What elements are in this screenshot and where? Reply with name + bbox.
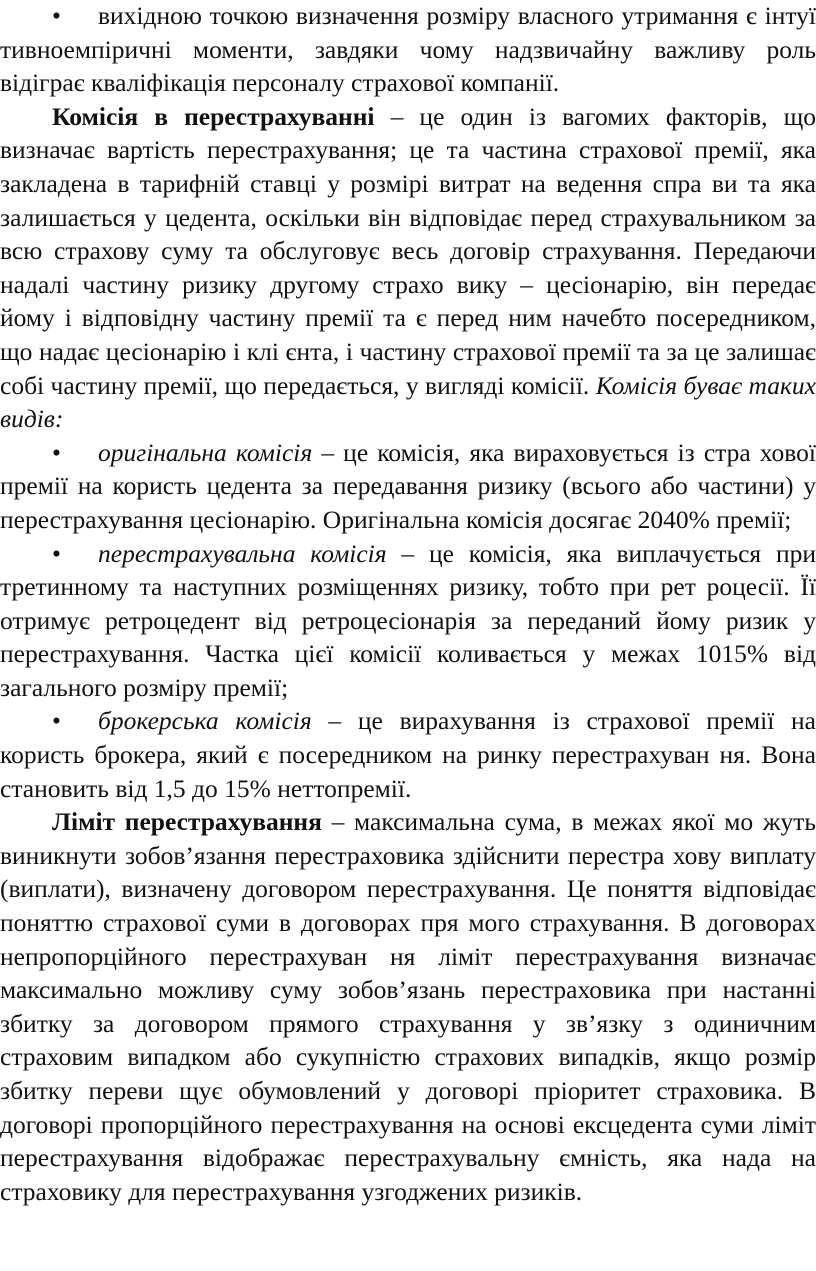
types-intro: Комісія буває таких видів: <box>0 370 816 434</box>
bullet-icon: • <box>52 538 61 568</box>
paragraph-commission <box>0 100 816 436</box>
list-item-text: вихідною точкою визначення розміру власного утримання є інтуї тивноемпіричні моменти, завдяки чому надзвичайну важливу роль відіграє кваліфікація персоналу страхової компанії. <box>0 1 816 98</box>
list-item-text: – це комісія, яка виплачується при третинному та наступних розміщеннях ризику, тобто при рет роцесії. Її отримує ретроцедент від ретроцесіонарія за переданий йому ризик у перестрахування. Частка цієї комісії коливається у межах 1015% від загального розміру премії; <box>0 538 816 702</box>
list-item <box>0 704 816 805</box>
list-item <box>0 0 816 100</box>
list-item-term: перестрахувальна комісія <box>98 538 387 568</box>
paragraph-text: – це один із вагомих факторів, що визначає вартість перестрахування; це та частина страхової премії, яка закладена в тарифній ставці у розмірі витрат на ведення спра ви та яка залишається у цедента, оскільки він відповідає перед страхувальником за всю страхову суму та обслуговує весь договір страхування. Передаючи надалі частину ризику другому страхо вику – цесіонарію, він передає йому і відповідну частину премії та є перед ним начебто посередником, що надає цесіонарію і клі єнта, і частину страхової премії та за це залишає собі частину премії, що передається, у вигляді комісії. <box>0 101 816 400</box>
bullet-icon: • <box>52 437 61 467</box>
paragraph-text: – максимальна сума, в межах якої мо жуть виникнути зобов’язання перестраховика здійснити перестра хову виплату (виплати), визначену договором перестрахування. Це поняття відповідає поняттю страхової суми в договорах пря мого страхування. В договорах непропорційного перестрахуван ня ліміт перестрахування визначає максимально можливу суму зобов’язань перестраховика при настанні збитку за договором прямого страхування у зв’язку з одиничним страховим випадком або сукупністю страхових випадків, якщо розмір збитку переви щує обумовлений у договорі пріоритет страховика. В договорі пропорційного перестрахування на основі ексцедента суми ліміт перестрахування відображає перестрахувальну ємність, яка нада на страховику для перестрахування узгоджених ризиків. <box>0 807 816 1206</box>
bullet-icon: • <box>52 1 61 30</box>
list-item <box>0 436 816 537</box>
list-item-text: – це комісія, яка вираховується із стра хової премії на користь цедента за передавання ризику (всього або частини) у перестрахування цесіонарію. Оригінальна комісія досягає 2040% премії; <box>0 437 816 534</box>
term-limit: Ліміт перестрахування <box>52 807 322 837</box>
list-item <box>0 537 816 705</box>
list-item-term: брокерська комісія <box>98 706 312 736</box>
bullet-icon: • <box>52 706 61 736</box>
list-item-text: – це вирахування із страхової премії на користь брокера, який є посередником на ринку перестрахуван ня. Вона становить від 1,5 до 15% неттопремії. <box>0 706 816 803</box>
term-commission: Комісія в перестрахуванні <box>52 101 375 131</box>
list-item-term: оригінальна комісія <box>98 437 313 467</box>
paragraph-limit <box>0 805 816 1208</box>
